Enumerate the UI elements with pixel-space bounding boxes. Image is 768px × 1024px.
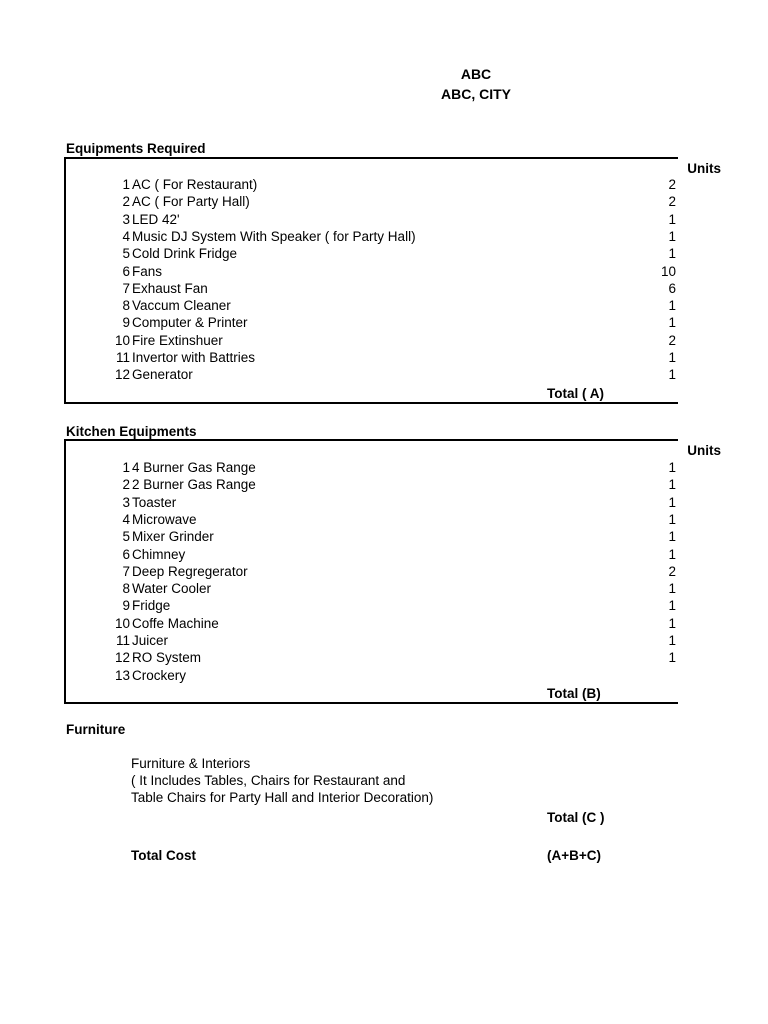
row-number: 13 [114,667,130,683]
row-number: 6 [122,263,130,279]
item-quantity: 1 [668,529,676,545]
item-name: Generator [132,367,193,383]
row-number: 8 [122,298,130,314]
item-quantity: 1 [668,633,676,648]
equipments-units-header: Units [687,161,721,176]
table-row [66,632,678,649]
furniture-line-3: Table Chairs for Party Hall and Interior Decoration) [131,790,434,805]
row-number: 5 [122,529,130,545]
furniture-total-label: Total (C ) [547,810,605,825]
kitchen-units-header: Units [687,443,721,458]
item-quantity: 1 [668,367,676,383]
item-quantity: 2 [668,194,676,210]
item-name: Fans [132,263,163,279]
row-number: 2 [122,477,130,493]
table-row [66,667,678,684]
furniture-line-1: Furniture & Interiors [131,756,251,771]
item-name: 2 Burner Gas Range [132,477,256,493]
item-name: Fridge [132,598,171,614]
table-row [66,263,678,280]
item-name: AC ( For Restaurant) [132,177,258,192]
item-quantity: 10 [660,263,676,279]
table-row [66,580,678,597]
item-quantity: 2 [668,177,676,192]
table-row [66,211,678,228]
furniture-heading: Furniture [66,722,126,737]
table-row [66,176,678,193]
item-quantity: 1 [668,598,676,614]
item-name: Crockery [132,667,187,683]
table-row [66,314,678,331]
row-number: 4 [122,511,130,527]
item-quantity: 1 [668,650,676,666]
company-name: ABC [460,66,492,82]
item-name: Music DJ System With Speaker ( for Party Hall) [132,228,416,244]
row-number: 3 [122,211,130,227]
item-name: Water Cooler [132,581,212,597]
item-quantity: 2 [668,332,676,348]
row-number: 1 [122,460,130,475]
row-number: 3 [122,494,130,510]
item-quantity: 1 [668,494,676,510]
table-row [66,476,678,493]
row-number: 10 [114,615,130,631]
item-name: Cold Drink Fridge [132,246,238,262]
table-row [66,615,678,632]
table-row [66,563,678,580]
row-number: 11 [115,633,130,648]
table-row [66,297,678,314]
table-row [66,459,678,476]
table-row [66,494,678,511]
row-number: 11 [115,350,130,365]
item-quantity: 1 [668,615,676,631]
row-number: 7 [122,280,130,296]
table-row [66,228,678,245]
total-cost-formula: (A+B+C) [547,848,602,863]
table-row [66,193,678,210]
item-name: Toaster [132,494,177,510]
table-row [66,597,678,614]
kitchen-total-label: Total (B) [547,686,601,701]
equipments-table [64,157,721,404]
item-name: Exhaust Fan [132,280,208,296]
item-quantity: 1 [668,228,676,244]
row-number: 7 [122,563,130,579]
item-name: Vaccum Cleaner [132,298,231,314]
item-quantity: 1 [668,546,676,562]
item-quantity: 1 [668,246,676,262]
item-name: Coffe Machine [132,615,219,631]
row-number: 4 [122,228,130,244]
company-city: ABC, CITY [441,86,511,102]
item-quantity: 1 [668,315,676,331]
furniture-line-2: ( It Includes Tables, Chairs for Restaurant and [131,773,406,788]
row-number: 12 [114,650,130,666]
item-name: AC ( For Party Hall) [132,194,250,210]
item-name: Chimney [132,546,186,562]
kitchen-table [64,439,721,704]
row-number: 1 [122,177,130,192]
equipments-total-label: Total ( A) [547,386,604,401]
total-cost-label: Total Cost [131,848,196,863]
item-name: Invertor with Battries [132,350,256,365]
item-quantity: 1 [668,211,676,227]
item-name: Fire Extinshuer [132,332,223,348]
item-name: Computer & Printer [132,315,248,331]
row-number: 5 [122,246,130,262]
table-row [66,546,678,563]
kitchen-heading: Kitchen Equipments [66,424,197,439]
row-number: 2 [122,194,130,210]
table-row [66,332,678,349]
row-number: 12 [114,367,130,383]
table-row [66,511,678,528]
row-number: 9 [122,598,130,614]
table-row [66,649,678,666]
item-name: Mixer Grinder [132,529,214,545]
item-quantity: 1 [668,581,676,597]
table-row [66,528,678,545]
item-name: Microwave [132,511,197,527]
row-number: 9 [122,315,130,331]
item-quantity: 1 [668,298,676,314]
table-row [66,366,678,383]
item-quantity: 1 [668,460,676,475]
table-row [66,245,678,262]
item-name: LED 42' [132,211,180,227]
item-name: 4 Burner Gas Range [132,460,256,475]
item-quantity: 1 [668,511,676,527]
table-row [66,280,678,297]
item-name: RO System [132,650,202,666]
row-number: 6 [122,546,130,562]
item-name: Juicer [132,633,169,648]
item-quantity: 1 [668,350,676,365]
table-row [66,349,678,366]
equipments-heading: Equipments Required [66,141,206,156]
item-quantity: 2 [668,563,676,579]
item-quantity: 6 [668,280,676,296]
item-quantity: 1 [668,477,676,493]
row-number: 8 [122,581,130,597]
item-name: Deep Regregerator [132,563,248,579]
row-number: 10 [114,332,130,348]
